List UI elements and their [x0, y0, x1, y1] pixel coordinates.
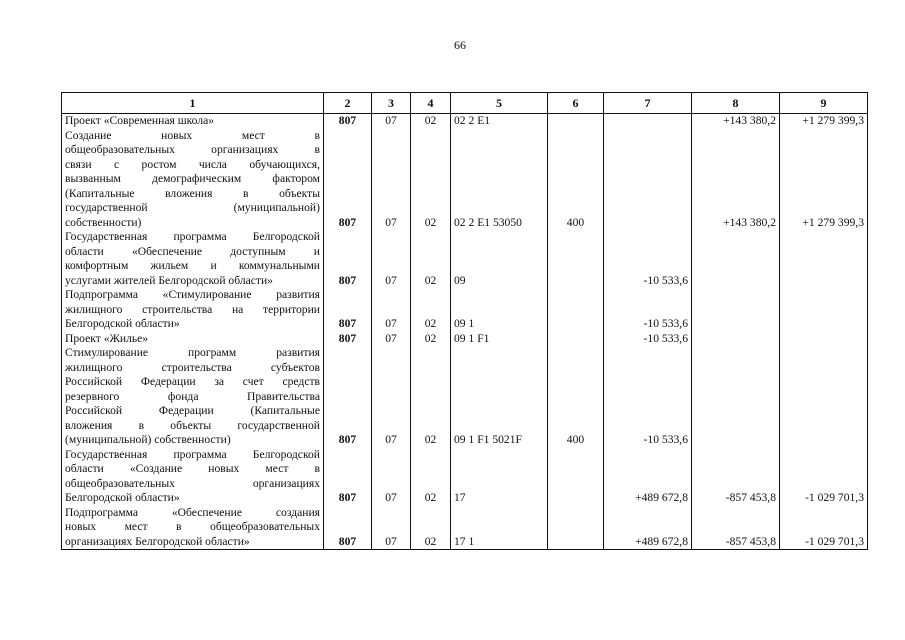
target-article-cell: 02 2 E1 53050 [451, 129, 548, 231]
page-number: 66 [454, 38, 466, 52]
amount-col9-cell [780, 346, 868, 448]
ministry-code-cell: 807 [324, 448, 372, 506]
amount-col7-cell: -10 533,6 [604, 346, 692, 448]
item-name-line: Проект «Жилье» [65, 331, 149, 345]
expense-type-cell [548, 506, 604, 550]
column-header: 1 [62, 93, 324, 114]
column-header: 3 [372, 93, 411, 114]
column-header: 5 [451, 93, 548, 114]
item-name-line: области «Обеспечение доступным и [65, 244, 320, 258]
expense-type-cell: 400 [548, 346, 604, 448]
amount-col8-cell: -857 453,8 [692, 448, 780, 506]
item-name-line: (муниципальной) собственности) [65, 433, 231, 446]
table-row [62, 129, 868, 231]
section-cell: 07 [372, 332, 411, 347]
column-header: 8 [692, 93, 780, 114]
expense-type-cell [548, 332, 604, 347]
item-name-line: Стимулирование программ развития [65, 346, 320, 359]
item-name-cell [62, 114, 324, 129]
amount-col7-cell: -10 533,6 [604, 332, 692, 347]
item-name-line: общеобразовательных организациях в [65, 143, 320, 156]
amount-col7-cell: -10 533,6 [604, 230, 692, 288]
expense-type-cell [548, 448, 604, 506]
expense-type-cell [548, 230, 604, 288]
item-name-line: организациях Белгородской области» [65, 534, 250, 548]
section-cell: 07 [372, 506, 411, 550]
ministry-code-cell: 807 [324, 114, 372, 129]
item-name-line: Российской Федерации за счет средств [65, 375, 320, 388]
amount-col8-cell [692, 288, 780, 332]
item-name-cell [62, 346, 324, 448]
table-row [62, 288, 868, 332]
item-name-line: (Капитальные вложения в объекты [65, 186, 320, 200]
expense-type-cell [548, 114, 604, 129]
ministry-code-cell: 807 [324, 346, 372, 448]
item-name-line: услугами жителей Белгородской области» [65, 273, 273, 287]
item-name-line: собственности) [65, 215, 142, 229]
item-name-line: связи с ростом числа обучающихся, [65, 157, 320, 171]
target-article-cell: 17 [451, 448, 548, 506]
item-name-line: комфортным жильем и коммунальными [65, 259, 320, 272]
subsection-cell: 02 [411, 346, 451, 448]
item-name-cell [62, 129, 324, 231]
item-name-line: резервного фонда Правительства [65, 389, 320, 403]
target-article-cell: 09 [451, 230, 548, 288]
subsection-cell: 02 [411, 332, 451, 347]
item-name-cell [62, 230, 324, 288]
header-row [62, 93, 868, 114]
section-cell: 07 [372, 230, 411, 288]
amount-col8-cell: +143 380,2 [692, 114, 780, 129]
item-name-line: вложения в объекты государственной [65, 418, 320, 432]
item-name-line: Создание новых мест в [65, 128, 320, 142]
item-name-cell [62, 332, 324, 347]
amount-col9-cell: +1 279 399,3 [780, 114, 868, 129]
budget-table [61, 92, 868, 550]
amount-col8-cell [692, 230, 780, 288]
item-name-line: жилищного строительства на территории [65, 302, 320, 316]
section-cell: 07 [372, 288, 411, 332]
item-name-cell [62, 288, 324, 332]
amount-col7-cell [604, 129, 692, 231]
section-cell: 07 [372, 346, 411, 448]
item-name-line: Белгородской области» [65, 317, 180, 330]
amount-col8-cell [692, 346, 780, 448]
subsection-cell: 02 [411, 230, 451, 288]
item-name-line: государственной (муниципальной) [65, 201, 320, 214]
subsection-cell: 02 [411, 506, 451, 550]
item-name-line: Российской Федерации (Капитальные [65, 404, 320, 417]
ministry-code-cell: 807 [324, 230, 372, 288]
amount-col7-cell [604, 114, 692, 129]
item-name-line: Белгородской области» [65, 491, 180, 504]
amount-col9-cell: +1 279 399,3 [780, 129, 868, 231]
table-row [62, 332, 868, 347]
subsection-cell: 02 [411, 129, 451, 231]
ministry-code-cell: 807 [324, 332, 372, 347]
target-article-cell: 17 1 [451, 506, 548, 550]
item-name-line: Подпрограмма «Стимулирование развития [65, 288, 320, 301]
subsection-cell: 02 [411, 448, 451, 506]
amount-col8-cell: -857 453,8 [692, 506, 780, 550]
amount-col9-cell [780, 230, 868, 288]
item-name-line: жилищного строительства субъектов [65, 360, 320, 374]
amount-col9-cell: -1 029 701,3 [780, 448, 868, 506]
item-name-line: области «Создание новых мест в [65, 462, 320, 475]
column-header: 7 [604, 93, 692, 114]
target-article-cell: 09 1 F1 5021F [451, 346, 548, 448]
table-row [62, 114, 868, 129]
subsection-cell: 02 [411, 114, 451, 129]
section-cell: 07 [372, 114, 411, 129]
item-name-cell [62, 448, 324, 506]
item-name-line: Подпрограмма «Обеспечение создания [65, 505, 320, 519]
expense-type-cell [548, 288, 604, 332]
amount-col9-cell [780, 288, 868, 332]
table-row [62, 448, 868, 506]
target-article-cell: 09 1 [451, 288, 548, 332]
amount-col9-cell [780, 332, 868, 347]
table-row [62, 506, 868, 550]
table-body [62, 114, 868, 550]
table-row [62, 230, 868, 288]
subsection-cell: 02 [411, 288, 451, 332]
section-cell: 07 [372, 129, 411, 231]
column-header: 6 [548, 93, 604, 114]
amount-col7-cell: -10 533,6 [604, 288, 692, 332]
item-name-line: новых мест в общеобразовательных [65, 520, 320, 533]
item-name-line: Государственная программа Белгородской [65, 447, 320, 461]
item-name-line: Проект «Современная школа» [65, 114, 215, 127]
ministry-code-cell: 807 [324, 506, 372, 550]
amount-col7-cell: +489 672,8 [604, 506, 692, 550]
amount-col8-cell [692, 332, 780, 347]
amount-col8-cell: +143 380,2 [692, 129, 780, 231]
item-name-line: вызванным демографическим фактором [65, 172, 320, 185]
column-header: 2 [324, 93, 372, 114]
section-cell: 07 [372, 448, 411, 506]
ministry-code-cell: 807 [324, 129, 372, 231]
item-name-cell [62, 506, 324, 550]
expense-type-cell: 400 [548, 129, 604, 231]
column-header: 9 [780, 93, 868, 114]
item-name-line: общеобразовательных организациях [65, 476, 320, 490]
item-name-line: Государственная программа Белгородской [65, 230, 320, 243]
table-row [62, 346, 868, 448]
column-header: 4 [411, 93, 451, 114]
ministry-code-cell: 807 [324, 288, 372, 332]
target-article-cell: 02 2 E1 [451, 114, 548, 129]
amount-col7-cell: +489 672,8 [604, 448, 692, 506]
target-article-cell: 09 1 F1 [451, 332, 548, 347]
amount-col9-cell: -1 029 701,3 [780, 506, 868, 550]
